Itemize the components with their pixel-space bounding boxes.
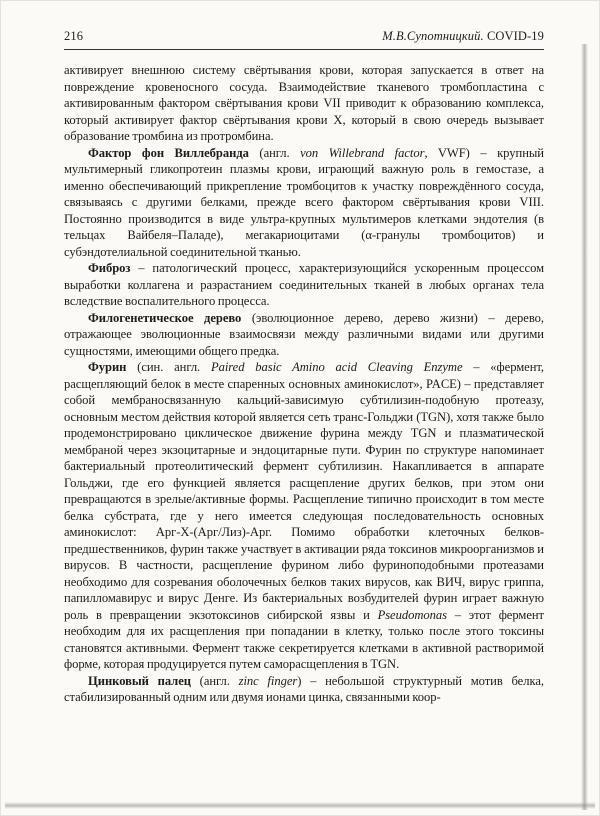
running-title-work: COVID-19 [483, 29, 544, 43]
term-bold: Фиброз [88, 261, 131, 275]
paragraph-phylogenetic-tree [64, 310, 544, 360]
term-latin-italic: Pseudomonas [377, 607, 447, 622]
text-run: (эволюционное дерево, дерево жизни) – дерево, отражающее эволюционные взаимосвязи между различными видами или другими сущностями, имеющими общего предка. [64, 310, 544, 358]
text-run: (англ. [248, 145, 301, 160]
paragraph-von-willebrand-factor [64, 145, 544, 261]
term-bold: Цинковый палец [88, 673, 191, 688]
term-bold: Фактор фон Виллебранда [88, 145, 249, 160]
text-run: – этот фермент необходим для их расщепления при попадании в клетку, только после этого токсины становятся активными. Фермент также секретируется клетками в активной растворимой форме, которая продуцируется путем саморасщепления в TGN. [64, 607, 545, 671]
paragraph-zinc-finger [64, 673, 544, 706]
text-run: ) – небольшой структурный мотив белка, стабилизированный одним или двумя ионами цинка, связанными коор- [64, 673, 544, 704]
text-run: – «фермент, расщепляющий белок в месте спаренных основных аминокислот», PACE) – представляет собой мембраносвязанную кальций-зависимую субтилизин-подобную протеазу, основным местом действия которой является сеть транс-Гольджи (TGN), хотя также было продемонстрировано циклическое движение фурина между TGN и плазматической мембраной через экзоцитарные и эндоцитарные пути. Фурин по структуре напоминает бактериальный протеолитический фермент субтилизин. Накапливается в аппарате Гольджи, где его функцией является расщепление других белков, при этом они превращаются в зрелые/активные формы. Расщепление типично происходит в том месте белка субстрата, где у него имеется следующая последовательность основных аминокислот: Арг-Х-(Арг/Лиз)-Арг. Помимо обработки клеточных белков-предшественников, фурин также участвует в активации ряда токсинов микроорганизмов и вирусов. В частности, расщепление фурином либо фуриноподобными протеазами необходимо для созревания оболочечных белков таких вирусов, как ВИЧ, вирус гриппа, папилломавирус и вирус Денге. Из бактериальных возбудителей фурин играет важную роль в превращении экзотоксинов сибирской язвы и [64, 360, 545, 622]
paragraph-furin [64, 359, 544, 673]
header-rule [64, 49, 544, 50]
text-run: – патологический процесс, характеризующийся ускоренным процессом выработки коллагена и разрастанием соединительных тканей в любых органах тела вследствие воспалительного процесса. [64, 261, 544, 308]
page-content-area [64, 0, 544, 706]
term-latin-italic: von Willebrand factor [300, 145, 425, 160]
term-bold: Фурин [88, 360, 127, 374]
scan-edge-right [581, 44, 588, 810]
text-run: (син. англ. [126, 360, 211, 374]
text-run: (англ. [190, 673, 239, 688]
running-title [382, 29, 544, 44]
scan-edge-bottom [5, 802, 595, 809]
text-run: , VWF) – крупный мультимерный гликопротеин плазмы крови, играющий важную роль в гемостазе, а именно обеспечивающий прикрепление тромбоцитов к участку повреждённого сосуда, связываясь с другими белками, прежде всего фактором свёртывания крови VIII. Постоянно производится в виде ультра-крупных мультимеров клетками эндотелия (в тельцах Вайбеля–Паладе), мегакариоцитами (α-гранулы тромбоцитов) и субэндотелиальной соединительной тканью. [64, 145, 544, 259]
term-latin-italic: zinc finger [238, 673, 298, 688]
page-number: 216 [64, 29, 84, 43]
page-header [64, 0, 544, 44]
page-body [64, 62, 544, 706]
running-title-author: М.В.Супотницкий. [382, 29, 484, 43]
term-latin-italic: Paired basic Amino acid Cleaving Enzyme [210, 360, 463, 374]
text-run: активирует внешнюю систему свёртывания крови, которая запускается в ответ на повреждение кровеносного сосуда. Взаимодействие тканевого тромбопластина с активированным фактором свёртывания крови VII приводит к образованию комплекса, который активирует фактор свёртывания крови X, который в свою очередь вызывает образование тромбина из протромбина. [64, 63, 544, 143]
paragraph-continuation [64, 62, 544, 145]
term-bold: Филогенетическое дерево [88, 310, 242, 325]
paragraph-fibrosis [64, 260, 544, 310]
